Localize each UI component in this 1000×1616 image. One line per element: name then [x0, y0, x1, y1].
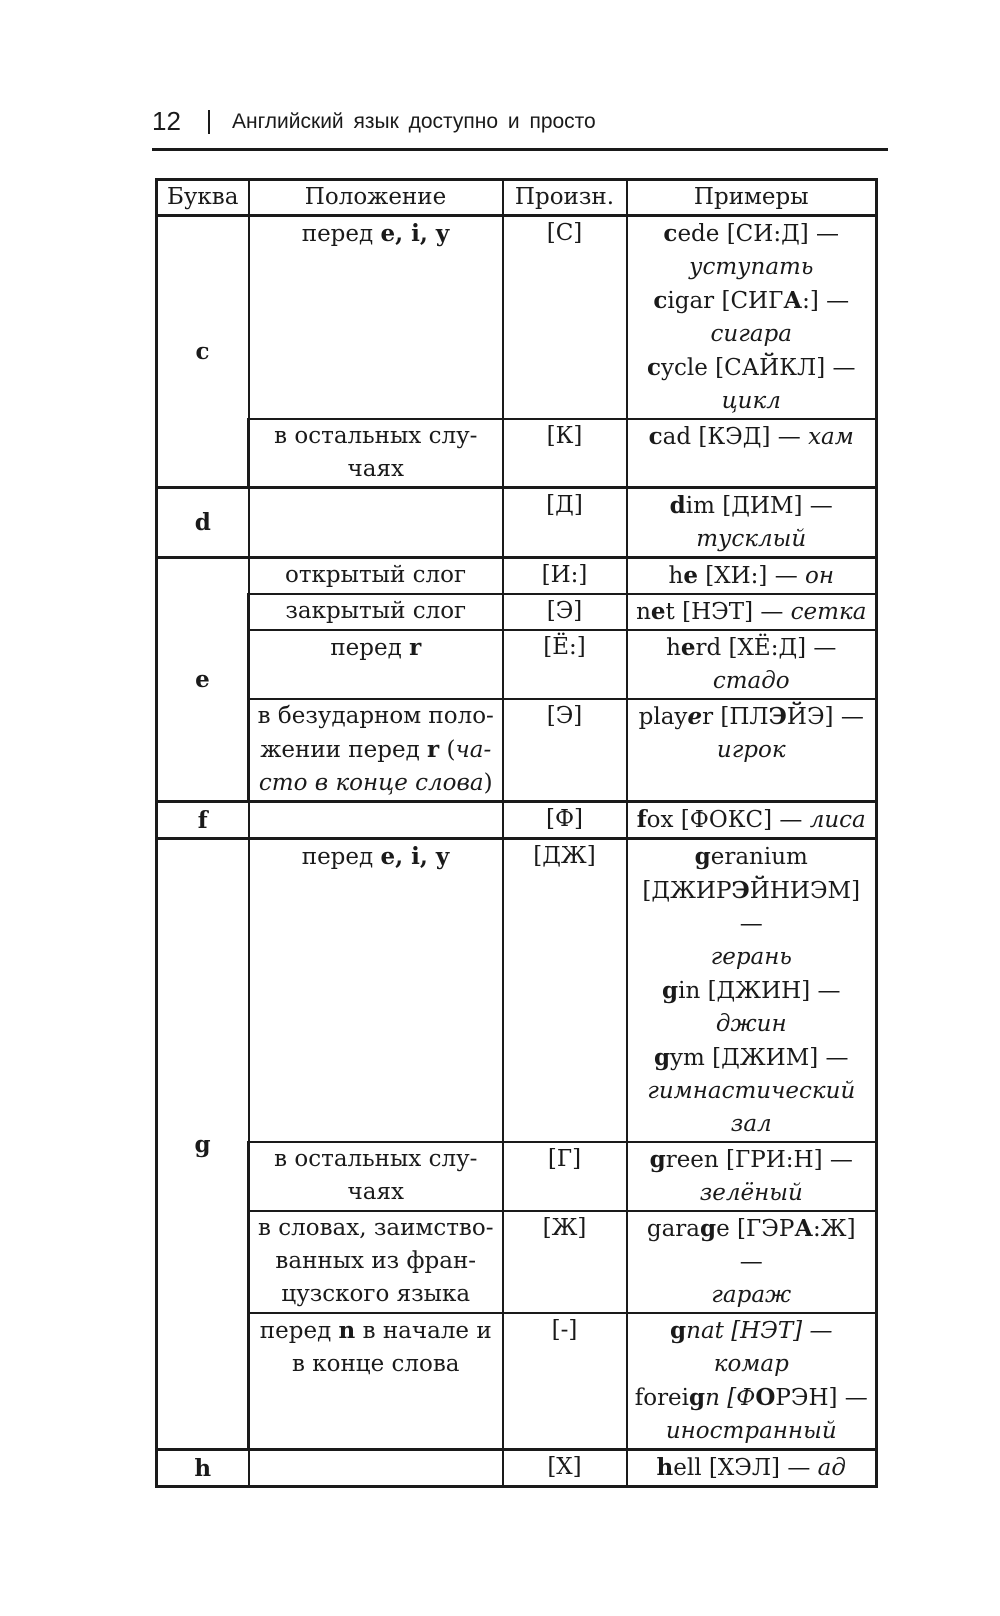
examples-cell: hell [ХЭЛ] — ад [627, 1450, 877, 1487]
table-row [157, 1211, 877, 1313]
letter-cell: f [157, 802, 249, 839]
position-cell: в остальных слу- чаях [249, 1142, 503, 1211]
examples-cell: gnat [НЭТ] — комар foreign [ФОРЭН] — иностранный [627, 1313, 877, 1450]
position-cell: в безударном поло- жении перед r (ча- сто в конце слова) [249, 699, 503, 802]
table-row [157, 839, 877, 1143]
examples-cell: he [ХИ:] — он [627, 558, 877, 595]
examples-cell: player [ПЛЭЙЭ] — игрок [627, 699, 877, 802]
pronunciation-cell: [С] [503, 216, 627, 420]
table-row [157, 1142, 877, 1211]
position-cell: перед e, i, y [249, 216, 503, 420]
pronunciation-cell: [Э] [503, 699, 627, 802]
pronunciation-cell: [Д] [503, 488, 627, 558]
position-cell: перед n в начале и в конце слова [249, 1313, 503, 1450]
position-cell: открытый слог [249, 558, 503, 595]
examples-cell: net [НЭТ] — сетка [627, 594, 877, 630]
table-row [157, 216, 877, 420]
header-separator [208, 110, 210, 134]
column-header-examples: Примеры [627, 180, 877, 216]
examples-cell: green [ГРИ:Н] — зелёный [627, 1142, 877, 1211]
letter-pronunciation-table [155, 178, 878, 1488]
examples-cell: garage [ГЭРА:Ж] — гараж [627, 1211, 877, 1313]
pronunciation-cell: [Ё:] [503, 630, 627, 699]
position-cell: в остальных слу- чаях [249, 419, 503, 488]
pronunciation-cell: [ДЖ] [503, 839, 627, 1143]
table-row [157, 419, 877, 488]
position-cell: перед r [249, 630, 503, 699]
position-cell: закрытый слог [249, 594, 503, 630]
pronunciation-cell: [Ж] [503, 1211, 627, 1313]
table-row [157, 699, 877, 802]
examples-cell: cede [СИ:Д] — уступать cigar [СИГА:] — сигара cycle [САЙКЛ] — цикл [627, 216, 877, 420]
column-header-letter: Буква [157, 180, 249, 216]
examples-cell: geranium [ДЖИРЭЙНИЭМ] — герань gin [ДЖИН] — джин gym [ДЖИМ] — гимнастический зал [627, 839, 877, 1143]
pronunciation-cell: [-] [503, 1313, 627, 1450]
table-header-row [157, 180, 877, 216]
examples-cell: cad [КЭД] — хам [627, 419, 877, 488]
letter-cell: h [157, 1450, 249, 1487]
letter-cell: c [157, 216, 249, 488]
column-header-position: Положение [249, 180, 503, 216]
position-cell [249, 802, 503, 839]
pronunciation-cell: [И:] [503, 558, 627, 595]
table-row [157, 1313, 877, 1450]
pronunciation-cell: [Х] [503, 1450, 627, 1487]
table-row [157, 1450, 877, 1487]
page-header [152, 104, 888, 144]
table-row [157, 558, 877, 595]
position-cell: в словах, заимство- ванных из фран- цузского языка [249, 1211, 503, 1313]
table-row [157, 594, 877, 630]
letter-cell: e [157, 558, 249, 802]
header-rule [152, 148, 888, 151]
letter-cell: g [157, 839, 249, 1450]
page-number: 12 [152, 106, 181, 136]
pronunciation-cell: [К] [503, 419, 627, 488]
examples-cell: dim [ДИМ] — тусклый [627, 488, 877, 558]
pronunciation-cell: [Ф] [503, 802, 627, 839]
table-row [157, 630, 877, 699]
table-row [157, 488, 877, 558]
table-row [157, 802, 877, 839]
pronunciation-cell: [Э] [503, 594, 627, 630]
column-header-pronunciation: Произн. [503, 180, 627, 216]
examples-cell: herd [ХЁ:Д] — стадо [627, 630, 877, 699]
examples-cell: fox [ФОКС] — лиса [627, 802, 877, 839]
position-cell: перед e, i, y [249, 839, 503, 1143]
position-cell [249, 1450, 503, 1487]
position-cell [249, 488, 503, 558]
letter-cell: d [157, 488, 249, 558]
pronunciation-cell: [Г] [503, 1142, 627, 1211]
running-title: Английский язык доступно и просто [232, 110, 596, 133]
